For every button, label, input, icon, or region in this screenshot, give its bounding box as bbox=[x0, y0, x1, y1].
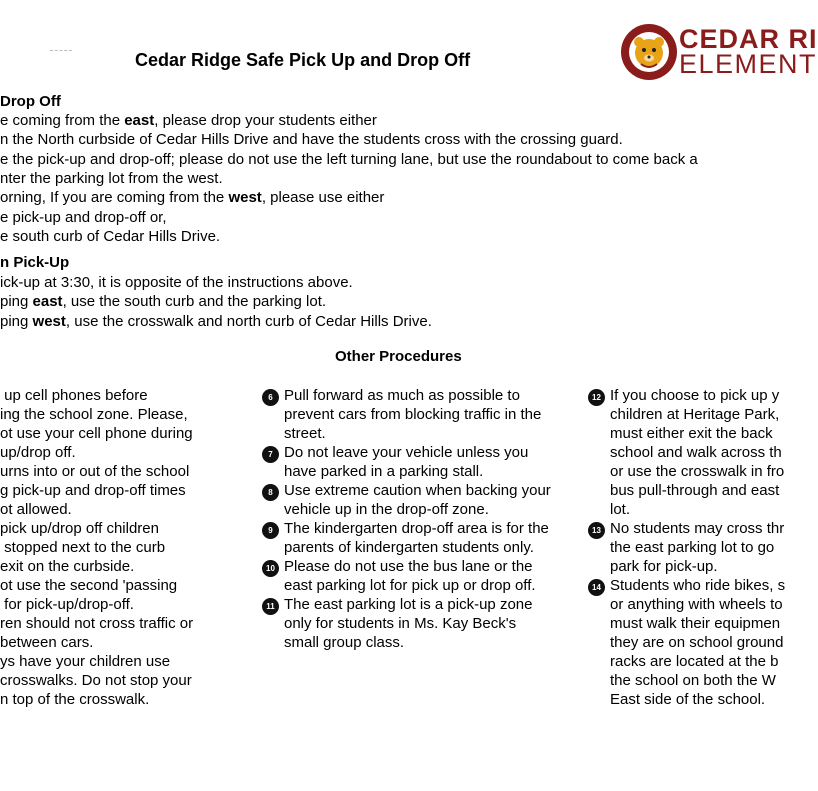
instruction-text: , use the south curb and the parking lot. bbox=[62, 293, 327, 311]
direction-emphasis: east bbox=[32, 293, 63, 311]
procedure-line: ot use the second 'passing bbox=[0, 577, 178, 594]
instruction-text: n the North curbside of Cedar Hills Drive and have the students cross with the crossing guard. bbox=[0, 131, 623, 149]
direction-emphasis: east bbox=[124, 112, 155, 129]
procedure-line: ys have your children use bbox=[0, 653, 171, 670]
mascot-seal-icon bbox=[619, 22, 679, 82]
decorative-dash bbox=[50, 50, 72, 53]
procedure-line: crosswalks. Do not stop your bbox=[0, 672, 192, 689]
procedures-column-1 bbox=[0, 386, 235, 709]
procedure-text: racks are located at the b bbox=[610, 653, 779, 670]
school-logo bbox=[619, 22, 818, 82]
item-number-badge: 13 bbox=[588, 522, 605, 539]
procedure-line: pick up/drop off children bbox=[0, 520, 159, 537]
instruction-line bbox=[0, 292, 326, 311]
logo-wordmark-line2: ELEMENT bbox=[679, 49, 818, 79]
other-procedures-heading: Other Procedures bbox=[335, 348, 462, 365]
instruction-text: , use the crosswalk and north curb of Cedar Hills Drive. bbox=[65, 312, 432, 330]
direction-emphasis: west bbox=[228, 189, 262, 207]
instruction-line bbox=[0, 169, 223, 188]
procedure-item bbox=[262, 519, 552, 557]
instruction-text: ick-up at 3:30, it is opposite of the instructions above. bbox=[0, 274, 353, 291]
item-number-badge: 11 bbox=[262, 598, 279, 615]
procedure-line: exit on the curbside. bbox=[0, 558, 135, 575]
instruction-text: ping bbox=[0, 293, 33, 311]
procedure-line: ing the school zone. Please, bbox=[0, 406, 188, 423]
instruction-line bbox=[0, 273, 353, 292]
item-number-badge: 6 bbox=[262, 389, 279, 406]
procedure-text: Students who ride bikes, s bbox=[610, 577, 786, 594]
instruction-text: e coming from the bbox=[0, 112, 125, 129]
procedure-line: up/drop off. bbox=[0, 444, 76, 461]
procedure-text: Do not leave your vehicle unless you have parked in a parking stall. bbox=[284, 444, 529, 480]
procedure-item bbox=[588, 519, 818, 576]
procedure-text: The kindergarten drop-off area is for the parents of kindergarten students only. bbox=[284, 520, 549, 556]
instruction-text: , please use either bbox=[261, 189, 385, 207]
pickup-heading: n Pick-Up bbox=[0, 254, 70, 271]
procedure-text: bus pull-through and east bbox=[610, 482, 780, 499]
procedure-text: or use the crosswalk in fro bbox=[610, 463, 785, 480]
procedure-item bbox=[262, 386, 552, 443]
instruction-line bbox=[0, 208, 167, 227]
procedure-text: must either exit the back bbox=[610, 425, 773, 442]
procedure-line: up cell phones before bbox=[0, 387, 148, 404]
procedure-text: children at Heritage Park, bbox=[610, 406, 780, 423]
instruction-text: orning, If you are coming from the bbox=[0, 189, 229, 207]
procedure-text: they are on school ground bbox=[610, 634, 784, 651]
procedures-column-2 bbox=[262, 386, 552, 652]
procedure-line: stopped next to the curb bbox=[0, 539, 166, 556]
item-number-badge: 9 bbox=[262, 522, 279, 539]
procedure-text: Pull forward as much as possible to prevent cars from blocking traffic in the street. bbox=[284, 387, 542, 442]
instruction-text: e pick-up and drop-off or, bbox=[0, 208, 167, 226]
procedure-text: the school on both the W bbox=[610, 672, 776, 689]
procedure-item bbox=[262, 557, 552, 595]
procedure-line: ot use your cell phone during bbox=[0, 425, 193, 442]
procedure-text: Use extreme caution when backing your vehicle up in the drop-off zone. bbox=[284, 482, 551, 518]
instruction-text: e south curb of Cedar Hills Drive. bbox=[0, 227, 221, 245]
procedure-text: the east parking lot to go bbox=[610, 539, 775, 556]
logo-wordmark-line1: CEDAR RI bbox=[679, 24, 818, 54]
instruction-text: , please drop your students either bbox=[154, 112, 377, 129]
item-number-badge: 14 bbox=[588, 579, 605, 596]
procedure-item bbox=[588, 386, 818, 519]
procedure-text: park for pick-up. bbox=[610, 558, 718, 575]
item-number-badge: 8 bbox=[262, 484, 279, 501]
procedures-column-3 bbox=[588, 386, 818, 709]
procedure-item bbox=[262, 481, 552, 519]
procedure-text: East side of the school. bbox=[610, 691, 766, 708]
procedure-text: or anything with wheels to bbox=[610, 596, 783, 613]
instruction-line bbox=[0, 130, 623, 149]
item-number-badge: 7 bbox=[262, 446, 279, 463]
item-number-badge: 12 bbox=[588, 389, 605, 406]
instruction-line bbox=[0, 312, 432, 331]
procedure-line: n top of the crosswalk. bbox=[0, 691, 150, 708]
procedure-line: ot allowed. bbox=[0, 501, 72, 518]
procedure-text: school and walk across th bbox=[610, 444, 782, 461]
procedure-line: urns into or out of the school bbox=[0, 463, 190, 480]
procedure-line: between cars. bbox=[0, 634, 94, 651]
instruction-line bbox=[0, 188, 384, 207]
item-number-badge: 10 bbox=[262, 560, 279, 577]
procedure-text: must walk their equipmen bbox=[610, 615, 781, 632]
procedure-item bbox=[588, 576, 818, 709]
instruction-line bbox=[0, 227, 220, 246]
instruction-text: nter the parking lot from the west. bbox=[0, 169, 223, 187]
procedure-line: ren should not cross traffic or bbox=[0, 615, 194, 632]
page-title: Cedar Ridge Safe Pick Up and Drop Off bbox=[135, 50, 471, 70]
procedure-text: Please do not use the bus lane or the east parking lot for pick up or drop off. bbox=[284, 558, 536, 594]
procedure-text: The east parking lot is a pick-up zone only for students in Ms. Kay Beck's small group class. bbox=[284, 596, 533, 651]
procedure-text: No students may cross thr bbox=[610, 520, 785, 537]
instruction-line bbox=[0, 111, 377, 130]
procedure-item bbox=[262, 595, 552, 652]
procedure-text: If you choose to pick up y bbox=[610, 387, 780, 404]
procedure-line: g pick-up and drop-off times bbox=[0, 482, 186, 499]
procedure-text: lot. bbox=[610, 501, 631, 518]
procedure-line: for pick-up/drop-off. bbox=[0, 596, 134, 613]
direction-emphasis: west bbox=[32, 312, 66, 330]
instruction-line bbox=[0, 150, 698, 169]
instruction-text: e the pick-up and drop-off; please do not use the left turning lane, but use the roundabout to come back a bbox=[0, 150, 698, 168]
instruction-text: ping bbox=[0, 312, 33, 330]
dropoff-heading: Drop Off bbox=[0, 93, 61, 110]
procedure-item bbox=[262, 443, 552, 481]
